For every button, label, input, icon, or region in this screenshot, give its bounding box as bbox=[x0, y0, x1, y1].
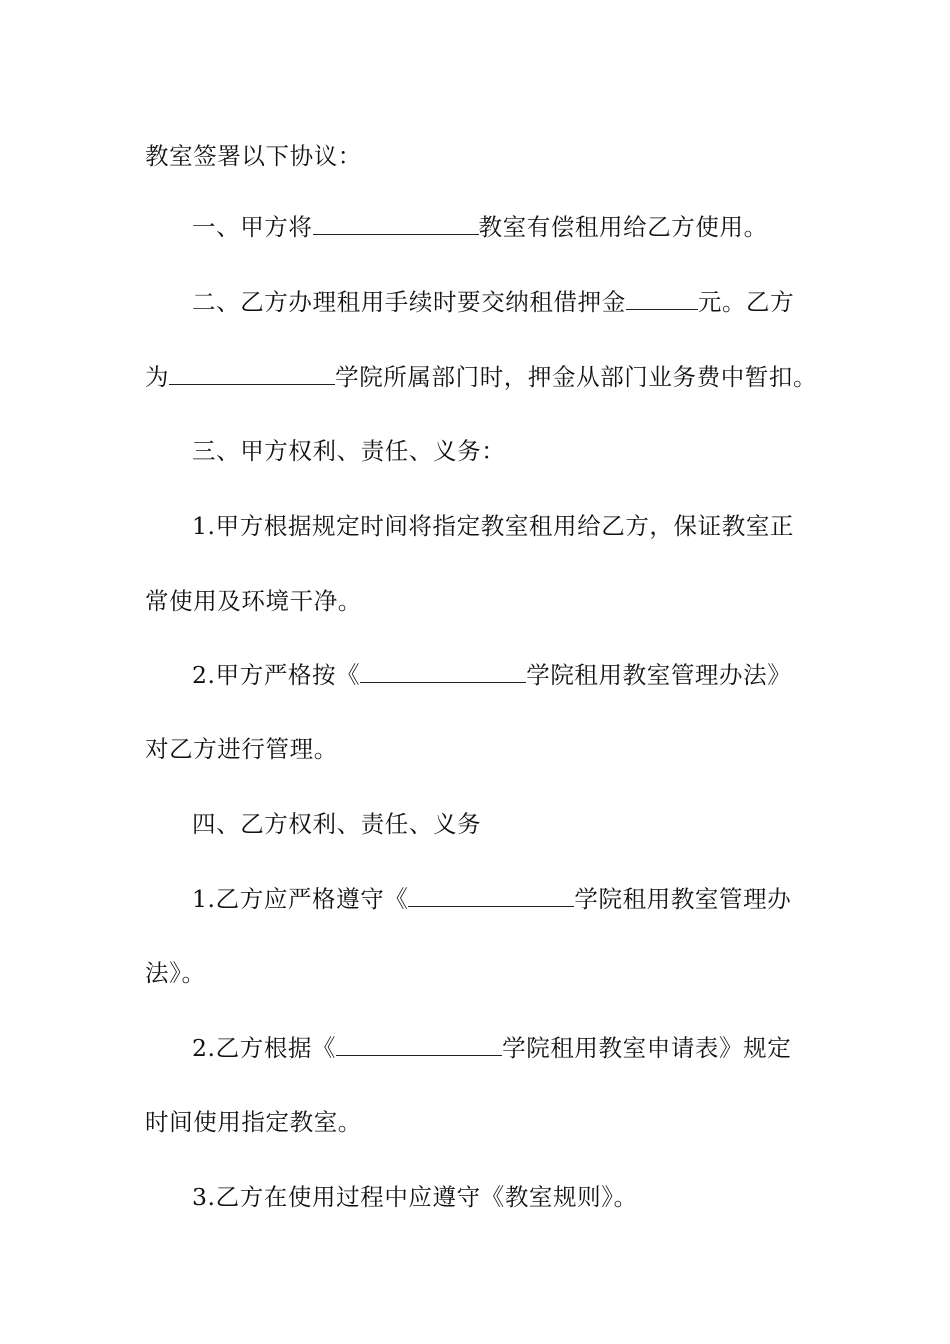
text-line bbox=[192, 506, 872, 546]
text-line bbox=[145, 1102, 825, 1142]
line-text: 学院所属部门时，押金从部门业务费中暂扣。 bbox=[335, 363, 818, 391]
line-text: 教室有偿租用给乙方使用。 bbox=[478, 213, 768, 241]
line-text: 四、乙方权利、责任、义务 bbox=[192, 810, 482, 838]
text-line bbox=[145, 357, 825, 397]
text-line bbox=[192, 655, 872, 695]
line-text: 三、甲方权利、责任、义务： bbox=[192, 437, 506, 465]
text-line bbox=[192, 804, 872, 844]
text-line bbox=[192, 282, 872, 322]
fill-in-blank bbox=[336, 1037, 502, 1056]
fill-in-blank bbox=[626, 291, 698, 310]
text-line bbox=[145, 136, 825, 176]
line-text: 元。乙方 bbox=[697, 288, 795, 316]
line-text: 二、乙方办理租用手续时要交纳租借押金 bbox=[192, 288, 626, 316]
fill-in-blank bbox=[169, 366, 335, 385]
fill-in-blank bbox=[313, 216, 479, 235]
line-text: 3.乙方在使用过程中应遵守《教室规则》。 bbox=[192, 1183, 638, 1211]
line-text: 1.乙方应严格遵守《 bbox=[192, 885, 409, 913]
text-line bbox=[145, 729, 825, 769]
text-line bbox=[192, 1177, 872, 1217]
line-text: 常使用及环境干净。 bbox=[145, 587, 362, 615]
line-text: 学院租用教室申请表》规定 bbox=[502, 1034, 792, 1062]
fill-in-blank bbox=[408, 888, 574, 907]
line-text: 学院租用教室管理办 bbox=[574, 885, 792, 913]
text-line bbox=[192, 431, 872, 471]
line-text: 学院租用教室管理办法》 bbox=[526, 661, 792, 689]
text-line bbox=[145, 953, 825, 993]
line-text: 对乙方进行管理。 bbox=[145, 735, 338, 763]
line-text: 2.甲方严格按《 bbox=[192, 661, 361, 689]
line-text: 2.乙方根据《 bbox=[192, 1034, 337, 1062]
line-text: 1.甲方根据规定时间将指定教室租用给乙方，保证教室正 bbox=[192, 512, 795, 540]
text-line bbox=[192, 1028, 872, 1068]
line-text: 为 bbox=[145, 363, 170, 391]
line-text: 一、甲方将 bbox=[192, 213, 313, 241]
line-text: 时间使用指定教室。 bbox=[145, 1108, 362, 1136]
line-text: 教室签署以下协议： bbox=[145, 142, 362, 170]
fill-in-blank bbox=[360, 664, 526, 683]
text-line bbox=[145, 581, 825, 621]
line-text: 法》。 bbox=[145, 959, 206, 987]
text-line bbox=[192, 879, 872, 919]
text-line bbox=[192, 207, 872, 247]
